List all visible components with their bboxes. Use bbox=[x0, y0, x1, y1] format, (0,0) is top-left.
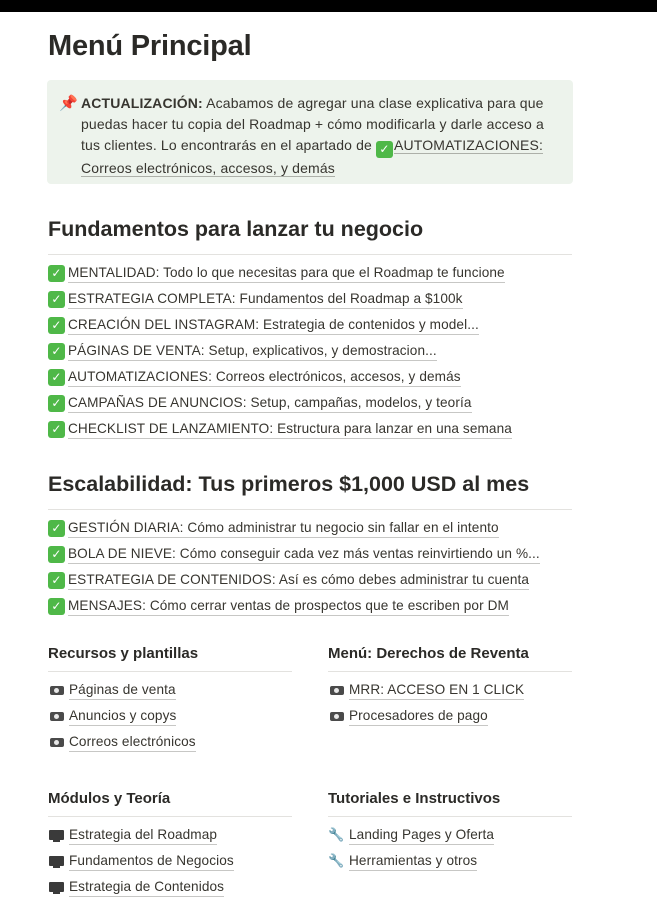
checkmark-icon: ✓ bbox=[48, 546, 65, 563]
checkmark-icon: ✓ bbox=[48, 598, 65, 615]
list-item[interactable]: ✓ BOLA DE NIEVE: Cómo conseguir cada vez más ventas reinvirtiendo un %... bbox=[48, 541, 540, 567]
checkmark-icon: ✓ bbox=[48, 343, 65, 360]
list-item[interactable]: ✓ MENSAJES: Cómo cerrar ventas de prospectos que te escriben por DM bbox=[48, 593, 540, 619]
list-item[interactable]: ✓ PÁGINAS DE VENTA: Setup, explicativos, y demostracion... bbox=[48, 338, 512, 364]
list-item[interactable]: Correos electrónicos bbox=[48, 729, 196, 755]
top-black-bar bbox=[0, 0, 657, 12]
list-item[interactable]: ✓ CHECKLIST DE LANZAMIENTO: Estructura para lanzar en una semana bbox=[48, 416, 512, 442]
list-item[interactable]: MRR: ACCESO EN 1 CLICK bbox=[328, 677, 524, 703]
callout-link-automatizaciones[interactable]: AUTOMATIZACIONES: bbox=[394, 137, 544, 153]
camera-icon bbox=[48, 684, 65, 696]
list-item[interactable]: Estrategia de Contenidos bbox=[48, 874, 234, 900]
checkmark-icon: ✓ bbox=[376, 141, 393, 158]
checkmark-icon: ✓ bbox=[48, 369, 65, 386]
checkmark-icon: ✓ bbox=[48, 265, 65, 282]
camera-icon bbox=[328, 710, 345, 722]
recursos-list bbox=[48, 677, 196, 755]
callout-link-automatizaciones-cont[interactable]: Correos electrónicos, accesos, y demás bbox=[81, 160, 335, 176]
checkmark-icon: ✓ bbox=[48, 520, 65, 537]
fundamentos-list bbox=[48, 260, 512, 442]
page-title: Menú Principal bbox=[48, 30, 252, 62]
callout-lead: ACTUALIZACIÓN: bbox=[81, 95, 203, 111]
update-callout bbox=[47, 80, 573, 184]
list-item[interactable]: ✓ MENTALIDAD: Todo lo que necesitas para que el Roadmap te funcione bbox=[48, 260, 512, 286]
camera-icon bbox=[48, 710, 65, 722]
heading-recursos: Recursos y plantillas bbox=[48, 645, 199, 662]
checkmark-icon: ✓ bbox=[48, 291, 65, 308]
callout-text-1: Acabamos de agregar una clase explicativa para que bbox=[202, 95, 544, 111]
section-heading-fundamentos: Fundamentos para lanzar tu negocio bbox=[48, 217, 424, 241]
checkmark-icon: ✓ bbox=[48, 421, 65, 438]
heading-tutoriales: Tutoriales e Instructivos bbox=[328, 790, 501, 807]
callout-text bbox=[81, 93, 544, 184]
section-heading-escalabilidad: Escalabilidad: Tus primeros $1,000 USD al mes bbox=[48, 472, 530, 496]
divider bbox=[48, 254, 572, 255]
list-item[interactable]: ✓ ESTRATEGIA DE CONTENIDOS: Así es cómo debes administrar tu cuenta bbox=[48, 567, 540, 593]
heading-menu-reventa: Menú: Derechos de Reventa bbox=[328, 645, 529, 662]
tutoriales-list bbox=[328, 822, 494, 874]
callout-text-2: puedas hacer tu copia del Roadmap + cómo modificarla y darle acceso a bbox=[81, 116, 544, 132]
checkmark-icon: ✓ bbox=[48, 572, 65, 589]
list-item[interactable]: ✓ CAMPAÑAS DE ANUNCIOS: Setup, campañas, modelos, y teoría bbox=[48, 390, 512, 416]
divider bbox=[328, 671, 572, 672]
list-item[interactable]: ✓ ESTRATEGIA COMPLETA: Fundamentos del Roadmap a $100k bbox=[48, 286, 512, 312]
list-item[interactable]: Procesadores de pago bbox=[328, 703, 524, 729]
list-item[interactable]: ✓ GESTIÓN DIARIA: Cómo administrar tu negocio sin fallar en el intento bbox=[48, 515, 540, 541]
list-item[interactable]: Páginas de venta bbox=[48, 677, 196, 703]
reventa-list bbox=[328, 677, 524, 729]
wrench-icon: 🔧 bbox=[328, 853, 345, 868]
camera-icon bbox=[48, 736, 65, 748]
list-item[interactable]: Anuncios y copys bbox=[48, 703, 196, 729]
heading-modulos: Módulos y Teoría bbox=[48, 790, 171, 807]
divider bbox=[48, 509, 572, 510]
monitor-icon bbox=[48, 855, 65, 867]
divider bbox=[48, 671, 292, 672]
modulos-list bbox=[48, 822, 234, 900]
monitor-icon bbox=[48, 881, 65, 893]
checkmark-icon: ✓ bbox=[48, 395, 65, 412]
divider bbox=[328, 816, 572, 817]
camera-icon bbox=[328, 684, 345, 696]
list-item[interactable]: 🔧 Landing Pages y Oferta bbox=[328, 822, 494, 848]
list-item[interactable]: Fundamentos de Negocios bbox=[48, 848, 234, 874]
escalabilidad-list bbox=[48, 515, 540, 619]
monitor-icon bbox=[48, 829, 65, 841]
wrench-icon: 🔧 bbox=[328, 827, 345, 842]
checkmark-icon: ✓ bbox=[48, 317, 65, 334]
list-item[interactable]: Estrategia del Roadmap bbox=[48, 822, 234, 848]
list-item[interactable]: ✓ AUTOMATIZACIONES: Correos electrónicos, accesos, y demás bbox=[48, 364, 512, 390]
divider bbox=[48, 816, 292, 817]
callout-text-3: tus clientes. Lo encontrarás en el apartado de bbox=[81, 137, 377, 153]
list-item[interactable]: ✓ CREACIÓN DEL INSTAGRAM: Estrategia de contenidos y model... bbox=[48, 312, 512, 338]
list-item[interactable]: 🔧 Herramientas y otros bbox=[328, 848, 494, 874]
pushpin-icon: 📌 bbox=[59, 95, 78, 112]
